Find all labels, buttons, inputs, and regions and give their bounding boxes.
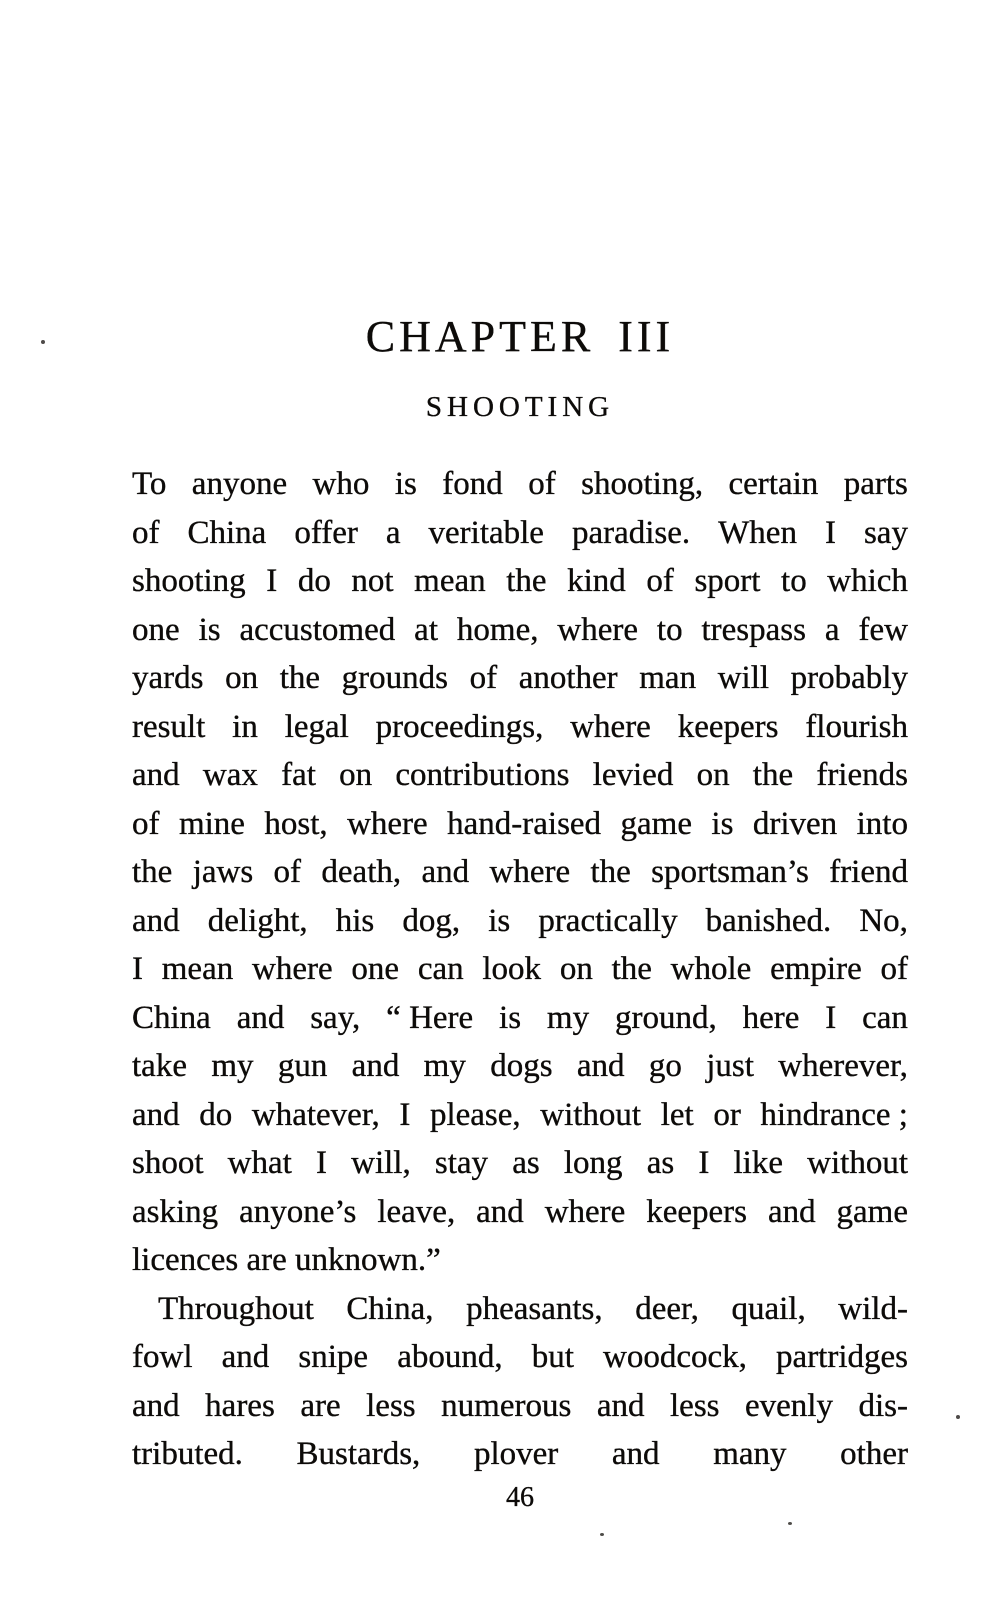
- scan-speck: [788, 1522, 792, 1525]
- word: less: [670, 1387, 720, 1424]
- text-line: [132, 800, 908, 849]
- word: of: [273, 854, 302, 890]
- word: trespass: [701, 611, 806, 648]
- word: what: [227, 1145, 292, 1181]
- word: on: [559, 951, 593, 987]
- word: No,: [859, 902, 908, 939]
- word: sportsman’s: [651, 854, 809, 890]
- word: home,: [456, 611, 539, 648]
- word: delight,: [207, 902, 308, 939]
- text-line: [132, 703, 908, 752]
- word: can: [862, 999, 908, 1036]
- word: pheasants,: [466, 1290, 603, 1327]
- word: do: [199, 1096, 233, 1133]
- word: and: [767, 1193, 816, 1230]
- word: shooting: [132, 563, 246, 599]
- word: plover: [473, 1436, 559, 1472]
- word: legal: [284, 708, 349, 745]
- word: of: [528, 466, 556, 502]
- text-line: [132, 945, 908, 994]
- word: please,: [429, 1096, 521, 1133]
- text-line: [132, 509, 908, 558]
- text-line: [132, 557, 908, 606]
- text-line: [132, 1091, 908, 1140]
- word: not: [351, 563, 394, 599]
- word: my: [423, 1048, 466, 1084]
- word: a: [824, 611, 840, 648]
- word: result: [132, 708, 206, 745]
- word: of: [880, 951, 908, 987]
- word: certain: [728, 466, 819, 502]
- word: anyone: [191, 466, 288, 502]
- word: and: [221, 1339, 270, 1375]
- word: China,: [346, 1290, 434, 1327]
- word: fond: [442, 466, 503, 502]
- word: “ Here: [386, 999, 474, 1036]
- word: I: [266, 563, 278, 599]
- word: in: [232, 708, 258, 745]
- word: the: [752, 757, 794, 793]
- word: and: [132, 1096, 180, 1133]
- word: are: [300, 1387, 341, 1424]
- word: less: [366, 1387, 416, 1424]
- word: practically: [538, 902, 678, 939]
- word: empire: [770, 951, 862, 987]
- word: fowl: [132, 1339, 193, 1375]
- text-line: [132, 460, 908, 509]
- word: who: [312, 466, 370, 502]
- word: say: [863, 514, 908, 551]
- word: another: [518, 660, 618, 696]
- word: one: [351, 951, 400, 987]
- word: my: [211, 1048, 254, 1084]
- word: host,: [264, 805, 328, 842]
- word: shoot: [132, 1145, 204, 1181]
- word: and: [132, 902, 180, 939]
- word: where: [489, 854, 571, 890]
- word: the: [279, 660, 321, 696]
- text-line: [132, 1139, 908, 1188]
- word: probably: [790, 660, 908, 696]
- text-line: [132, 606, 908, 655]
- word: wax: [202, 757, 258, 793]
- word: death,: [321, 854, 402, 890]
- word: the: [506, 563, 547, 599]
- word: yards: [132, 660, 204, 696]
- word: hand-raised: [447, 805, 602, 842]
- word: is: [394, 466, 417, 502]
- text-line: [132, 1042, 908, 1091]
- scan-speck: [600, 1533, 604, 1536]
- word: take: [132, 1048, 187, 1084]
- word: China: [187, 514, 267, 551]
- word: hindrance ;: [760, 1096, 908, 1133]
- word: here: [742, 999, 800, 1036]
- word: I: [825, 999, 837, 1036]
- word: and: [132, 1387, 180, 1424]
- word: of: [132, 805, 160, 842]
- word: can: [417, 951, 464, 987]
- word: I: [315, 1145, 327, 1181]
- word: grounds: [341, 660, 448, 696]
- text-line: [132, 654, 908, 703]
- word: gun: [277, 1048, 328, 1084]
- word: game: [620, 805, 692, 842]
- word: whole: [670, 951, 752, 987]
- word: like: [733, 1145, 783, 1181]
- word: To: [132, 466, 167, 502]
- word: dog,: [402, 902, 461, 939]
- word: jaws: [192, 854, 254, 890]
- word: into: [856, 805, 908, 842]
- word: where: [347, 805, 428, 842]
- word: is: [711, 805, 734, 842]
- word: contributions: [395, 757, 570, 793]
- word: I: [698, 1145, 710, 1181]
- word: as: [512, 1145, 540, 1181]
- scan-speck: [956, 1415, 960, 1419]
- word: my: [546, 999, 590, 1036]
- word: few: [858, 611, 908, 648]
- word: and: [476, 1193, 524, 1230]
- word: other: [840, 1436, 908, 1472]
- word: and: [132, 757, 180, 793]
- page-number: 46: [506, 1482, 534, 1513]
- section-heading: SHOOTING: [425, 391, 615, 423]
- word: shooting,: [581, 466, 704, 502]
- word: tributed.: [132, 1436, 243, 1472]
- word: but: [531, 1339, 574, 1375]
- word: Throughout: [158, 1290, 314, 1327]
- word: and: [236, 999, 285, 1036]
- word: without: [540, 1096, 642, 1133]
- word: a: [385, 514, 401, 551]
- word: or: [713, 1096, 741, 1133]
- word: do: [297, 563, 331, 599]
- word: and: [611, 1436, 660, 1472]
- word: partridges: [776, 1339, 908, 1375]
- word: numerous: [441, 1387, 572, 1424]
- word: keepers: [646, 1193, 748, 1230]
- word: let: [660, 1096, 694, 1133]
- word: banished.: [705, 902, 832, 939]
- text-line: [132, 994, 908, 1043]
- word: his: [335, 902, 375, 939]
- word: wild-: [838, 1290, 908, 1327]
- word: of: [469, 660, 498, 696]
- word: driven: [752, 805, 838, 842]
- word: mean: [161, 951, 234, 987]
- word: the: [132, 854, 173, 890]
- word: paradise.: [571, 514, 691, 551]
- word: China: [132, 999, 211, 1036]
- word: of: [646, 563, 674, 599]
- word: parts: [843, 466, 908, 502]
- word: snipe: [298, 1339, 369, 1375]
- word: quail,: [731, 1290, 806, 1327]
- word: is: [198, 611, 221, 648]
- word: mean: [414, 563, 486, 599]
- text-line: [132, 848, 908, 897]
- word: is: [488, 902, 511, 939]
- word: whatever,: [251, 1096, 380, 1133]
- word: stay: [434, 1145, 489, 1181]
- word: I: [132, 951, 143, 987]
- text-line: [132, 1333, 908, 1382]
- word: flourish: [805, 708, 908, 745]
- word: is: [499, 999, 522, 1036]
- word: fat: [281, 757, 316, 793]
- word: woodcock,: [603, 1339, 747, 1375]
- word: wherever,: [778, 1048, 908, 1084]
- word: and: [351, 1048, 400, 1084]
- word: on: [225, 660, 259, 696]
- word: proceedings,: [375, 708, 544, 745]
- word: keepers: [677, 708, 779, 745]
- word: go: [648, 1048, 682, 1084]
- word: of: [132, 514, 160, 551]
- word: as: [646, 1145, 675, 1181]
- word: without: [807, 1145, 908, 1181]
- word: and: [421, 854, 470, 890]
- word: will: [717, 660, 770, 696]
- word: deer,: [635, 1290, 699, 1327]
- word: game: [836, 1193, 908, 1230]
- text-line: licences are unknown.”: [132, 1242, 441, 1278]
- word: say,: [310, 999, 361, 1036]
- word: will,: [351, 1145, 411, 1181]
- word: the: [611, 951, 652, 987]
- word: many: [713, 1436, 787, 1472]
- word: one: [132, 611, 180, 648]
- word: When: [718, 514, 797, 551]
- word: where: [544, 1193, 626, 1230]
- word: on: [696, 757, 730, 793]
- word: man: [639, 660, 697, 696]
- word: kind: [567, 563, 626, 599]
- text-line: [132, 1285, 908, 1334]
- word: evenly: [745, 1387, 833, 1424]
- word: where: [570, 708, 651, 745]
- word: dogs: [490, 1048, 553, 1084]
- word: just: [706, 1048, 754, 1084]
- word: on: [339, 757, 373, 793]
- word: dis-: [858, 1387, 908, 1424]
- word: ground,: [614, 999, 717, 1036]
- word: accustomed: [239, 611, 396, 648]
- word: mine: [178, 805, 245, 842]
- word: where: [557, 611, 639, 648]
- word: Bustards,: [296, 1436, 421, 1472]
- text-line: [132, 1382, 908, 1431]
- word: which: [827, 563, 908, 599]
- word: the: [590, 854, 631, 890]
- word: I: [824, 514, 836, 551]
- word: levied: [592, 757, 674, 793]
- text-line: [132, 897, 908, 946]
- word: friend: [829, 854, 908, 890]
- word: and: [596, 1387, 645, 1424]
- word: friends: [816, 757, 908, 793]
- word: look: [482, 951, 542, 987]
- text-line: [132, 1430, 908, 1479]
- word: and: [576, 1048, 625, 1084]
- word: sport: [694, 563, 761, 599]
- text-line: [132, 751, 908, 800]
- word: I: [399, 1096, 411, 1133]
- word: long: [563, 1145, 623, 1181]
- word: offer: [294, 514, 358, 551]
- word: veritable: [428, 514, 544, 551]
- word: anyone’s: [239, 1193, 357, 1230]
- word: at: [414, 611, 438, 648]
- word: leave,: [377, 1193, 456, 1230]
- word: abound,: [397, 1339, 503, 1375]
- word: to: [656, 611, 683, 648]
- text-line: [132, 1188, 908, 1237]
- chapter-heading: CHAPTER III: [365, 312, 675, 361]
- word: where: [252, 951, 333, 987]
- word: to: [781, 563, 807, 599]
- scan-speck: [41, 340, 45, 344]
- body-text: [132, 460, 908, 1479]
- word: asking: [132, 1193, 219, 1230]
- word: hares: [205, 1387, 275, 1424]
